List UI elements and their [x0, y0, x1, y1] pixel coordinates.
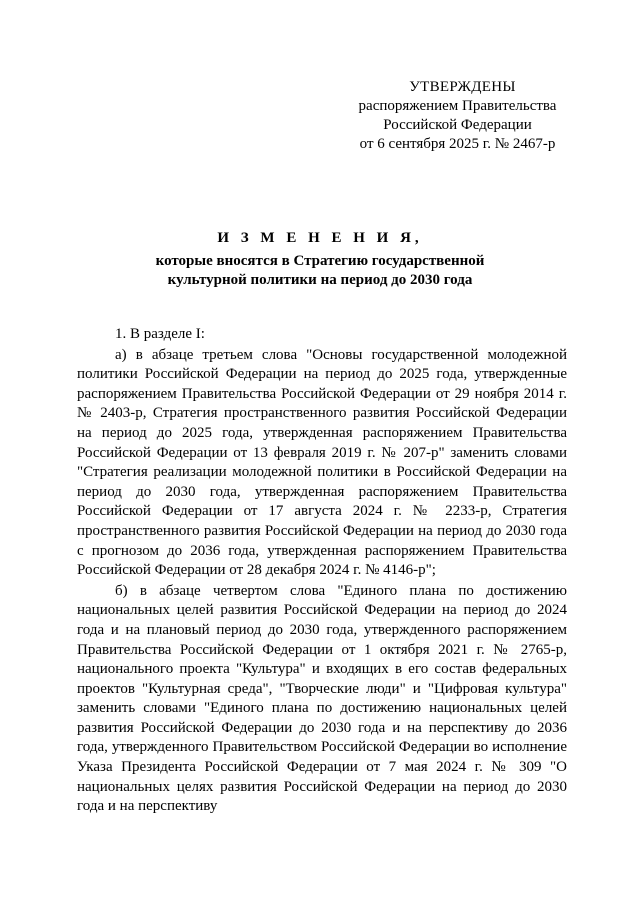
approval-line-1: распоряжением Правительства [358, 98, 557, 114]
approval-line-3: от 6 сентября 2025 г. № 2467-р [359, 136, 556, 152]
paragraph-b: б) в абзаце четвертом слова "Единого плана по достижению национальных целей развития Российской Федерации на период до 2024 года и на плановый период до 2030 года, утвержденного распоряжением Правительства Российской Федерации от 1 октября 2021 г. № 2765-р, национального проекта "Культура" и входящих в его состав федеральных проектов "Культурная среда", "Творческие люди" и "Цифровая культура" заменить словами "Единого плана по достижению национальных целей развития Российской Федерации до 2030 года и на перспективу до 2036 года, утвержденного Правительством Российской Федерации во исполнение Указа Президента Российской Федерации от 7 мая 2024 г. № 309 "О национальных целях развития Российской Федерации на период до 2030 года и на перспективу [77, 582, 567, 815]
document-title-block [70, 228, 570, 290]
approval-heading: УТВЕРЖДЕНЫ [409, 79, 516, 95]
document-body [77, 325, 567, 818]
document-subtitle-line-1: которые вносятся в Стратегию государственной [155, 253, 485, 269]
document-subtitle-line-2: культурной политики на период до 2030 года [167, 272, 473, 288]
approval-stamp [330, 78, 585, 154]
section-heading: 1. В разделе I: [115, 326, 205, 342]
paragraph-a: а) в абзаце третьем слова "Основы государственной молодежной политики Российской Федерации на период до 2025 года, утвержденные распоряжением Правительства Российской Федерации от 29 ноября 2014 г. № 2403-р, Стратегия пространственного развития Российской Федерации на период до 2025 года, утвержденная распоряжением Правительства Российской Федерации от 13 февраля 2019 г. № 207-р" заменить словами "Стратегия реализации молодежной политики в Российской Федерации на период до 2030 года, утвержденная распоряжением Правительства Российской Федерации от 17 августа 2024 г. № 2233-р, Стратегия пространственного развития Российской Федерации на период до 2030 года с прогнозом до 2036 года, утвержденная распоряжением Правительства Российской Федерации от 28 декабря 2024 г. № 4146-р"; [77, 346, 567, 579]
document-title: И З М Е Н Е Н И Я, [217, 230, 423, 246]
approval-line-2: Российской Федерации [383, 117, 532, 133]
